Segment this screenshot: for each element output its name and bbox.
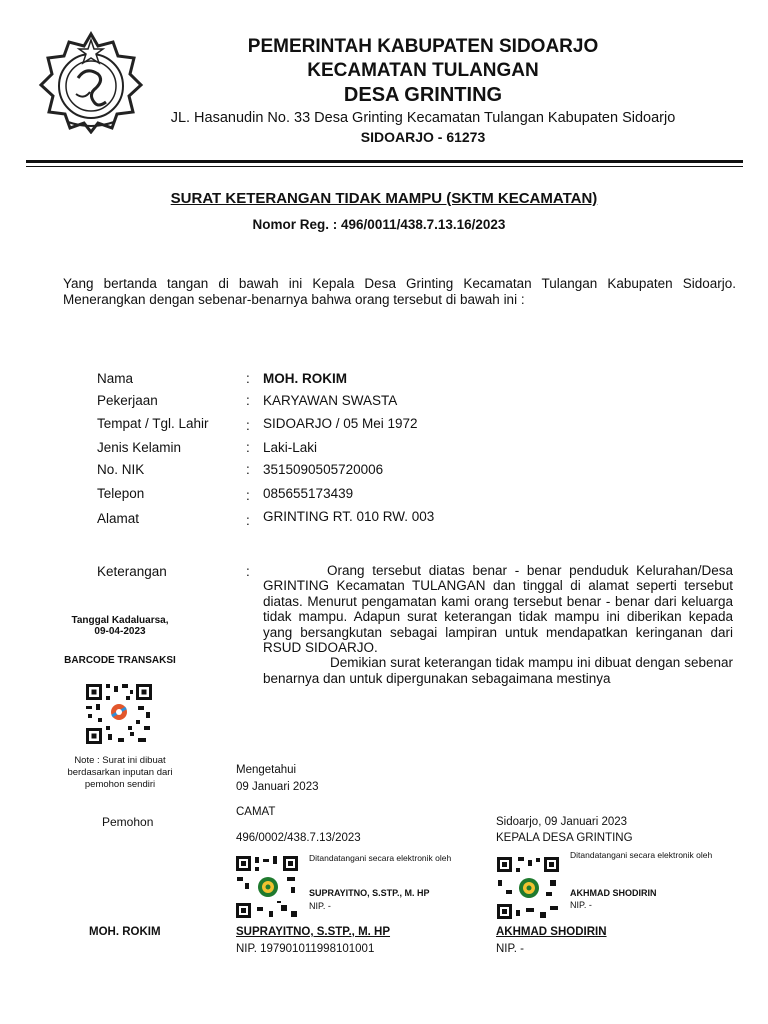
field-value-alamat: GRINTING RT. 010 RW. 003 — [263, 509, 435, 524]
note-text: Note : Surat ini dibuat berdasarkan inputan dari pemohon sendiri — [67, 755, 173, 790]
camat-name-small: SUPRAYITNO, S.STP., M. HP — [309, 888, 430, 898]
mengetahui-label: Mengetahui — [236, 764, 297, 776]
expiry-date: 09-04-2023 — [94, 626, 146, 637]
camat-signature-qr-code-icon[interactable] — [235, 855, 299, 919]
document-number: Nomor Reg. : 496/0011/438.7.13.16/2023 — [252, 217, 506, 232]
document-title: SURAT KETERANGAN TIDAK MAMPU (SKTM KECAMATAN) — [170, 190, 598, 207]
header-city: SIDOARJO - 61273 — [360, 129, 486, 145]
field-colon: : — [246, 418, 250, 433]
field-label-pekerjaan: Pekerjaan — [97, 393, 158, 408]
keterangan-paragraph-2: Demikian surat keterangan tidak mampu ini dibuat dengan sebenar benarnya dan untuk dipergunakan sebagaimana mestinya — [263, 655, 733, 686]
header-address: JL. Hasanudin No. 33 Desa Grinting Kecamatan Tulangan Kabupaten Sidoarjo — [170, 110, 676, 126]
field-colon: : — [246, 513, 250, 528]
kades-name: AKHMAD SHODIRIN — [496, 926, 607, 938]
field-value-telepon: 085655173439 — [263, 486, 354, 501]
header-divider-thin — [26, 166, 743, 167]
field-colon: : — [246, 393, 250, 408]
kades-esign-text: Ditandatangani secara elektronik oleh — [570, 850, 713, 860]
camat-reference-number: 496/0002/438.7.13/2023 — [236, 832, 361, 844]
barcode-label: BARCODE TRANSAKSI — [64, 655, 176, 666]
field-value-jenis-kelamin: Laki-Laki — [263, 440, 318, 455]
kabupaten-sidoarjo-emblem-icon — [38, 30, 144, 134]
field-label-jenis-kelamin: Jenis Kelamin — [97, 440, 182, 455]
header-divider — [26, 160, 743, 163]
field-colon: : — [246, 440, 250, 455]
header-desa: DESA GRINTING — [343, 84, 503, 106]
intro-paragraph: Yang bertanda tangan di bawah ini Kepala Desa Grinting Kecamatan Tulangan Kabupaten Sidoarjo. Menerangkan dengan sebenar-benarnya bahwa orang tersebut di bawah ini : — [63, 276, 736, 307]
kades-name-small: AKHMAD SHODIRIN — [570, 888, 657, 898]
header-government: PEMERINTAH KABUPATEN SIDOARJO — [247, 36, 599, 57]
field-colon: : — [246, 564, 250, 579]
keterangan-paragraph-1: Orang tersebut diatas benar - benar penduduk Kelurahan/Desa GRINTING Kecamatan TULANGAN dan tinggal di alamat seperti tersebut diatas. Menurut pengamatan kami orang tersebut benar - benar dari keluarga tidak mampu. Adapun surat keterangan tidak mampu ini diberikan kepada yang bersangkutan sebagai lampiran untuk mendapatkan keringanan dari RSUD SIDOARJO. — [263, 563, 733, 656]
kades-place-date: Sidoarjo, 09 Januari 2023 — [496, 816, 628, 828]
kades-title: KEPALA DESA GRINTING — [496, 832, 633, 844]
camat-esign-text: Ditandatangani secara elektronik oleh — [309, 853, 452, 863]
kades-nip-small: NIP. - — [570, 900, 592, 910]
expiry-label: Tanggal Kadaluarsa, — [71, 615, 169, 626]
camat-nip: NIP. 197901011998101001 — [236, 943, 375, 955]
field-colon: : — [246, 371, 250, 386]
kades-nip: NIP. - — [496, 943, 524, 955]
pemohon-label: Pemohon — [102, 815, 154, 829]
field-value-nik: 3515090505720006 — [263, 462, 384, 477]
field-colon: : — [246, 488, 250, 503]
camat-date: 09 Januari 2023 — [236, 781, 319, 793]
camat-nip-small: NIP. - — [309, 901, 331, 911]
field-value-ttl: SIDOARJO / 05 Mei 1972 — [263, 416, 418, 431]
field-label-ttl: Tempat / Tgl. Lahir — [97, 416, 209, 431]
keterangan-label: Keterangan — [97, 564, 167, 579]
camat-title: CAMAT — [236, 806, 276, 818]
pemohon-name: MOH. ROKIM — [89, 926, 161, 938]
transaction-qr-code-icon[interactable] — [84, 682, 154, 746]
field-value-pekerjaan: KARYAWAN SWASTA — [263, 393, 398, 408]
kades-signature-qr-code-icon[interactable] — [496, 856, 560, 920]
field-label-nik: No. NIK — [97, 462, 145, 477]
field-value-nama: MOH. ROKIM — [263, 371, 347, 386]
field-label-telepon: Telepon — [97, 486, 145, 501]
keterangan-text — [263, 563, 733, 686]
field-colon: : — [246, 462, 250, 477]
camat-name: SUPRAYITNO, S.STP., M. HP — [236, 926, 391, 938]
header-kecamatan: KECAMATAN TULANGAN — [307, 60, 539, 81]
field-label-nama: Nama — [97, 371, 134, 386]
field-label-alamat: Alamat — [97, 511, 140, 526]
